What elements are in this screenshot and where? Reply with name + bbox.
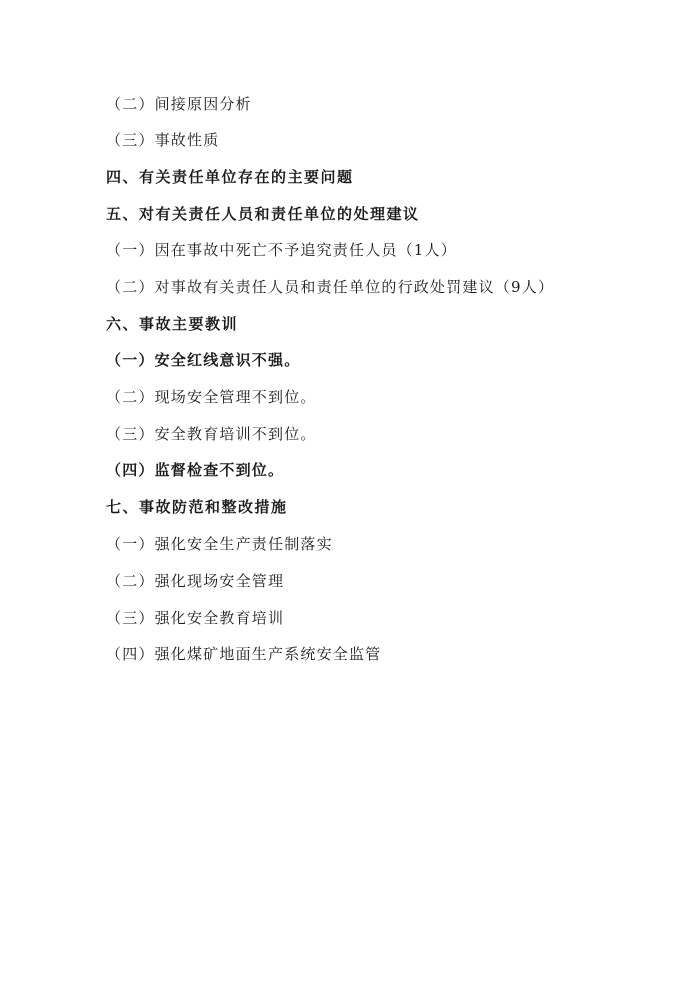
subheading-administrative-penalty: （二）对事故有关责任人员和责任单位的行政处罚建议（9人） — [106, 278, 555, 296]
subheading-deceased-not-pursued: （一）因在事故中死亡不予追究责任人员（1人） — [106, 241, 457, 259]
section-heading-7: 七、事故防范和整改措施 — [106, 498, 288, 516]
lesson-item-4: （四）监督检查不到位。 — [106, 461, 285, 479]
section-heading-6: 六、事故主要教训 — [106, 315, 239, 333]
section-heading-4: 四、有关责任单位存在的主要问题 — [106, 168, 354, 186]
measure-item-2: （二）强化现场安全管理 — [106, 572, 285, 590]
measure-item-3: （三）强化安全教育培训 — [106, 609, 285, 627]
lesson-item-2: （二）现场安全管理不到位。 — [106, 388, 317, 406]
measure-item-1: （一）强化安全生产责任制落实 — [106, 535, 333, 553]
lesson-item-3: （三）安全教育培训不到位。 — [106, 425, 317, 443]
subheading-accident-nature: （三）事故性质 — [106, 131, 220, 149]
measure-item-4: （四）强化煤矿地面生产系统安全监管 — [106, 645, 382, 663]
section-heading-5: 五、对有关责任人员和责任单位的处理建议 — [106, 205, 420, 223]
lesson-item-1: （一）安全红线意识不强。 — [106, 351, 301, 369]
subheading-indirect-cause-analysis: （二）间接原因分析 — [106, 95, 252, 113]
